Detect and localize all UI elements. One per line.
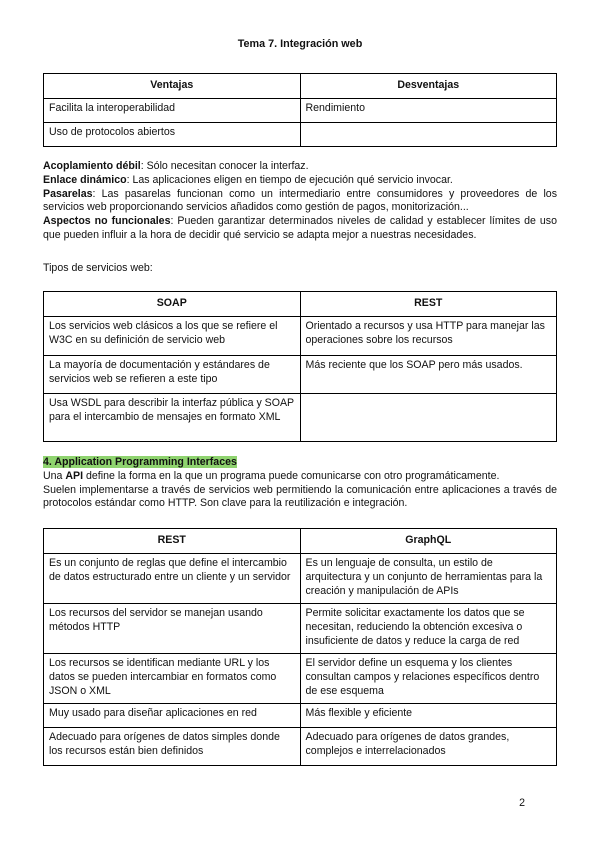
table-cell: Uso de protocolos abiertos bbox=[44, 123, 301, 147]
section-heading-text: 4. Application Programming Interfaces bbox=[43, 456, 237, 468]
table-header-cell: REST bbox=[300, 292, 557, 317]
rest-graphql-table bbox=[43, 528, 557, 766]
table-cell bbox=[300, 123, 557, 147]
definition-item bbox=[43, 215, 557, 243]
api-text: define la forma en la que un programa puede comunicarse con otro programáticamente. bbox=[83, 469, 500, 482]
definition-text: : Sólo necesitan conocer la interfaz. bbox=[140, 160, 309, 172]
definitions-block bbox=[43, 160, 557, 243]
table-cell: Muy usado para diseñar aplicaciones en red bbox=[44, 704, 301, 728]
table-cell: Más reciente que los SOAP pero más usados. bbox=[300, 356, 557, 394]
api-term: API bbox=[65, 469, 84, 482]
table-cell: Rendimiento bbox=[300, 99, 557, 123]
definition-term: Pasarelas bbox=[43, 187, 93, 200]
advantages-table bbox=[43, 73, 557, 147]
table-row bbox=[44, 604, 557, 654]
definition-item bbox=[43, 160, 557, 174]
definition-text: : Las aplicaciones eligen en tiempo de ejecución qué servicio invocar. bbox=[126, 173, 453, 186]
table-cell: Orientado a recursos y usa HTTP para manejar las operaciones sobre los recursos bbox=[300, 317, 557, 356]
table-row bbox=[44, 704, 557, 728]
api-text: Una bbox=[43, 469, 66, 482]
table-row bbox=[44, 654, 557, 704]
table-row bbox=[44, 123, 557, 147]
table-header-row bbox=[44, 292, 557, 317]
page-number: 2 bbox=[519, 797, 525, 809]
definition-item bbox=[43, 188, 557, 216]
table-cell: Facilita la interoperabilidad bbox=[44, 99, 301, 123]
definition-term: Aspectos no funcionales bbox=[43, 215, 171, 228]
table-header-cell: Desventajas bbox=[300, 74, 557, 99]
table-header-cell: SOAP bbox=[44, 292, 301, 317]
table-row bbox=[44, 99, 557, 123]
table-cell: Adecuado para orígenes de datos grandes, complejos e interrelacionados bbox=[300, 728, 557, 766]
table-header-row bbox=[44, 529, 557, 554]
table-cell: Los servicios web clásicos a los que se refiere el W3C en su definición de servicio web bbox=[44, 317, 301, 356]
table-header-row bbox=[44, 74, 557, 99]
table-row bbox=[44, 356, 557, 394]
section-api bbox=[43, 456, 557, 511]
table-cell: Los recursos se identifican mediante URL y los datos se pueden intercambiar en formatos como JSON o XML bbox=[44, 654, 301, 704]
api-definition bbox=[43, 470, 557, 484]
table-header-cell: Ventajas bbox=[44, 74, 301, 99]
table-cell: El servidor define un esquema y los clientes consultan campos y relaciones específicos dentro de ese esquema bbox=[300, 654, 557, 704]
table-cell: Es un conjunto de reglas que define el intercambio de datos estructurado entre un cliente y un servidor bbox=[44, 554, 301, 604]
table-row bbox=[44, 317, 557, 356]
table-cell: Adecuado para orígenes de datos simples donde los recursos están bien definidos bbox=[44, 728, 301, 766]
table-row bbox=[44, 554, 557, 604]
definition-item bbox=[43, 174, 557, 188]
table-row bbox=[44, 394, 557, 442]
soap-rest-table bbox=[43, 291, 557, 442]
table-cell bbox=[300, 394, 557, 442]
table-row bbox=[44, 728, 557, 766]
table-cell: Más flexible y eficiente bbox=[300, 704, 557, 728]
page-title: Tema 7. Integración web bbox=[237, 38, 363, 50]
definition-text: : Pueden garantizar determinados niveles de calidad y establecer límites de uso que pueden influir a la hora de decidir qué servicio se adapta mejor a nuestras necesidades. bbox=[43, 215, 557, 241]
tipos-label: Tipos de servicios web: bbox=[43, 262, 153, 274]
api-paragraph: Suelen implementarse a través de servicios web permitiendo la comunicación entre aplicaciones a través de protocolos estándar como HTTP. Son clave para la reutilización e integración. bbox=[43, 483, 557, 510]
definition-text: : Las pasarelas funcionan como un intermediario entre consumidores y proveedores de los servicios web proporcionando servicios añadidos como gestión de pagos, monitorización... bbox=[43, 187, 557, 214]
table-cell: La mayoría de documentación y estándares de servicios web se refieren a este tipo bbox=[44, 356, 301, 394]
table-header-cell: GraphQL bbox=[300, 529, 557, 554]
definition-term: Enlace dinámico bbox=[43, 173, 127, 186]
section-heading bbox=[43, 456, 557, 470]
table-header-cell: REST bbox=[44, 529, 301, 554]
definition-term: Acoplamiento débil bbox=[43, 160, 141, 172]
table-cell: Usa WSDL para describir la interfaz pública y SOAP para el intercambio de mensajes en formato XML bbox=[44, 394, 301, 442]
table-cell: Es un lenguaje de consulta, un estilo de arquitectura y un conjunto de herramientas para la creación y manipulación de APIs bbox=[300, 554, 557, 604]
table-cell: Los recursos del servidor se manejan usando métodos HTTP bbox=[44, 604, 301, 654]
table-cell: Permite solicitar exactamente los datos que se necesitan, reduciendo la obtención excesiva o insuficiente de datos y reduce la carga de red bbox=[300, 604, 557, 654]
